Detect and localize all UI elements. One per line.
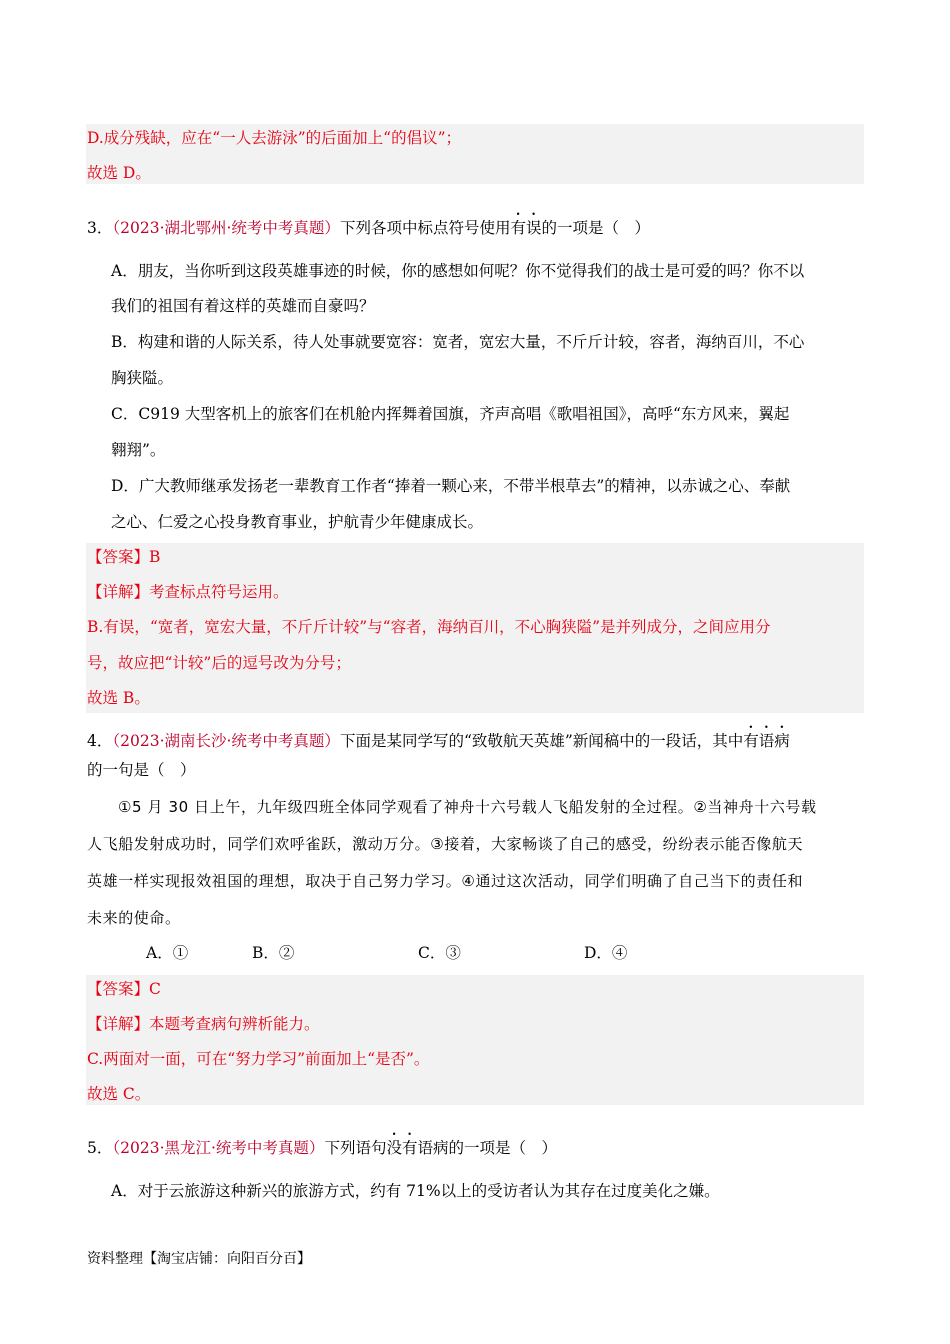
stem-text: 语病的一项是（ ） [417,1139,557,1157]
passage-line: 未来的使命。 [87,909,181,927]
option-c-cont: 翱翔”。 [111,441,166,459]
option-a: A．对于云旅游这种新兴的旅游方式，约有 71%以上的受访者认为其存在过度美化之嫌。 [111,1182,720,1200]
explain-line: C.两面对一面，可在“努力学习”前面加上“是否”。 [87,1050,430,1068]
stem-text: 下列语句 [324,1139,387,1157]
passage-line: 英雄一样实现报效祖国的理想，取决于自己努力学习。④通过这次活动，同学们明确了自己当下的责任和 [87,872,804,890]
conclusion: 故选 D。 [87,164,151,182]
option-d: D．④ [584,944,628,962]
passage-line: 人飞船发射成功时，同学们欢呼雀跃，激动万分。③接着，大家畅谈了自己的感受，纷纷表示能否像航天 [87,835,804,853]
option-a: A．朋友，当你听到这段英雄事迹的时候，你的感想如何呢？你不觉得我们的战士是可爱的吗？你不以 [111,262,805,280]
option-d-cont: 之心、仁爱之心投身教育事业，护航青少年健康成长。 [111,513,484,531]
question-source: （2023·黑龙江·统考中考真题） [112,1139,325,1157]
question-3-stem [87,210,650,239]
detail-line: 【详解】本题考查病句辨析能力。 [87,1015,320,1033]
conclusion: 故选 C。 [87,1085,151,1103]
option-d: D．广大教师继承发扬老一辈教育工作者“捧着一颗心来，不带半根草去”的精神，以赤诚之心、奉献 [111,477,791,495]
detail-line: 【详解】考查标点符号运用。 [87,583,289,601]
stem-emphasis: 有语病 [743,732,790,750]
option-c: C．C919 大型客机上的旅客们在机舱内挥舞着国旗，齐声高唱《歌唱祖国》，高呼“东方风来，翼起 [111,405,790,423]
answer-box-q4 [86,975,864,1105]
stem-text: 的一项是（ ） [541,219,650,237]
explain-line: B.有误，“宽者，宽宏大量，不斤斤计较”与“容者，海纳百川，不心胸狭隘”是并列成分，之间应用分 [87,618,771,636]
question-source: （2023·湖北鄂州·统考中考真题） [112,219,340,237]
option-c: C．③ [418,944,461,962]
question-4-stem-cont: 的一句是（ ） [87,761,196,779]
question-number: 4． [87,732,113,750]
answer-line: 【答案】C [87,980,161,998]
stem-text: 下面是某同学写的“致敬航天英雄”新闻稿中的一段话，其中 [339,732,744,750]
option-a: A．① [146,944,189,962]
conclusion: 故选 B。 [87,689,150,707]
question-number: 5． [87,1139,113,1157]
stem-text: 下列各项中标点符号使用 [339,219,511,237]
passage-line: ①5 月 30 日上午，九年级四班全体同学观看了神舟十六号载人飞船发射的全过程。②当神舟十六号载 [118,798,817,816]
option-a-cont: 我们的祖国有着这样的英雄而自豪吗？ [111,297,375,315]
question-source: （2023·湖南长沙·统考中考真题） [112,732,340,750]
explain-line: D.成分残缺，应在“一人去游泳”的后面加上“的倡议”； [87,129,461,147]
stem-emphasis: 有误 [510,219,542,237]
option-b: B．构建和谐的人际关系，待人处事就要宽容：宽者，宽宏大量，不斤斤计较，容者，海纳百川，不心 [111,333,805,351]
option-b-cont: 胸狭隘。 [111,369,174,387]
question-number: 3． [87,219,113,237]
answer-line: 【答案】B [87,548,161,566]
question-5-stem [87,1130,557,1159]
explain-line-cont: 号，故应把“计较”后的逗号改为分号； [87,654,351,672]
question-4-stem [87,723,790,752]
stem-emphasis: 没有 [386,1139,418,1157]
option-b: B．② [252,944,295,962]
page-footer: 资料整理【淘宝店铺：向阳百分百】 [87,1251,311,1267]
